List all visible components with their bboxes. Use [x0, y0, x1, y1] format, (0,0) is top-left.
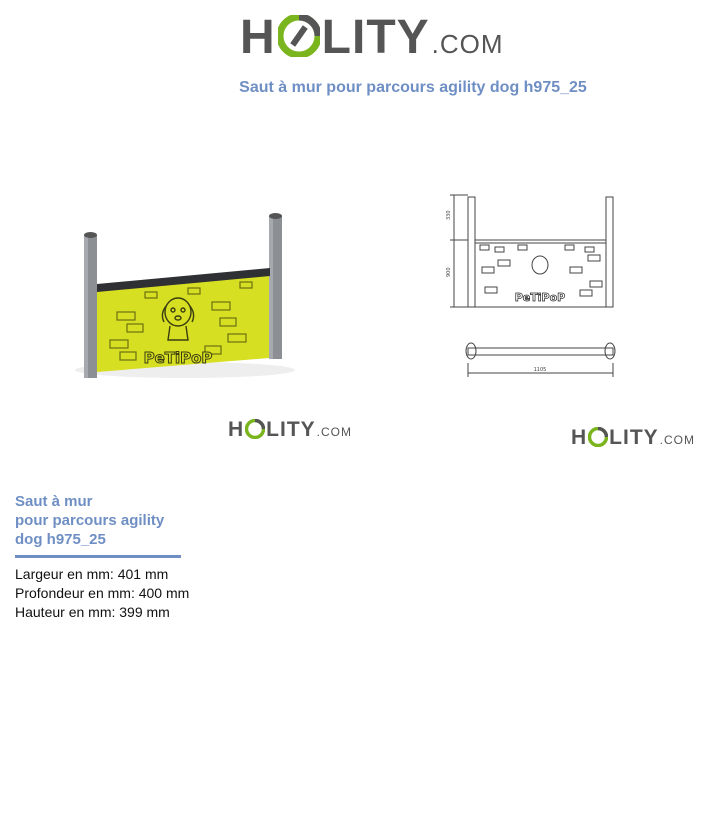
drawing-watermark-logo: [571, 424, 695, 450]
dimension-width: 1105: [533, 367, 547, 373]
spec-list: [15, 565, 189, 622]
spec-heading-line: pour parcours agility: [15, 512, 165, 529]
spec-height: Hauteur en mm: 399 mm: [15, 604, 170, 620]
product-photo: [70, 200, 300, 390]
logo-letter-h: H: [240, 11, 276, 64]
logo-o-icon: [245, 419, 265, 439]
technical-drawing: [440, 185, 630, 380]
photo-watermark-logo: [228, 416, 352, 442]
dimension-upper-height: 330: [446, 210, 452, 220]
spec-heading: [15, 492, 181, 558]
spec-depth: Profondeur en mm: 400 mm: [15, 585, 190, 601]
dimension-panel-height: 900: [446, 267, 452, 277]
logo-o-icon: [588, 427, 608, 447]
spec-width: Largeur en mm: 401 mm: [15, 566, 169, 582]
logo-domain: .COM: [431, 29, 504, 59]
panel-text: PeTiPoP: [143, 349, 213, 367]
logo-text: LITY: [609, 426, 659, 449]
logo-domain: .COM: [659, 433, 696, 447]
logo-domain: .COM: [316, 425, 353, 439]
logo-text: LITY: [321, 11, 430, 64]
spec-heading-line: Saut à mur: [15, 493, 93, 510]
page-title: Saut à mur pour parcours agility dog h975_25: [239, 79, 587, 96]
holity-logo[interactable]: [240, 10, 504, 65]
drawing-panel-text: PeTiPoP: [514, 291, 566, 304]
logo-letter-h: H: [228, 418, 245, 441]
logo-text: LITY: [266, 418, 316, 441]
logo-o-icon: [278, 14, 320, 56]
spec-heading-line: dog h975_25: [15, 531, 106, 548]
logo-letter-h: H: [571, 426, 588, 449]
